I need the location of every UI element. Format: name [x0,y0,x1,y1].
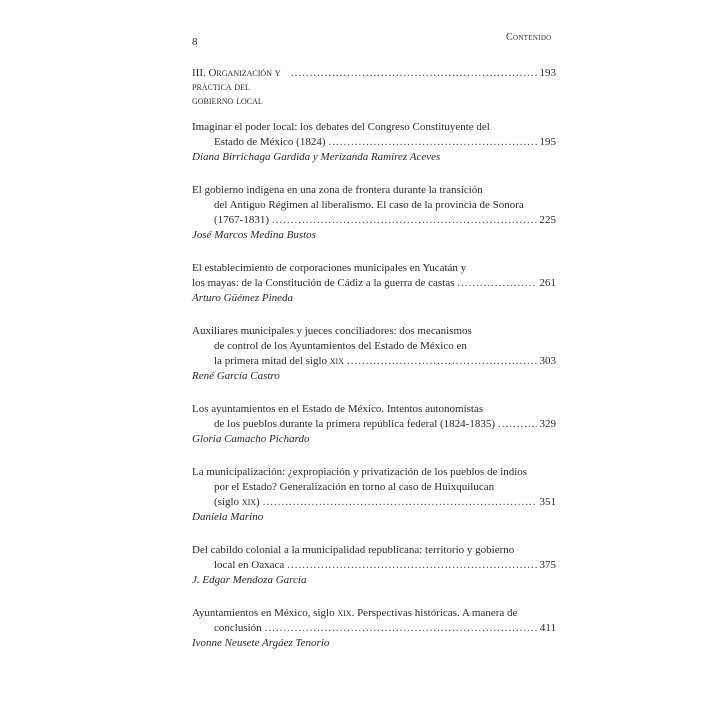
entry-title-line: por el Estado? Generalización en torno al caso de Huixquilucan [214,481,495,493]
entry-author: Gloria Camacho Pichardo [192,433,310,445]
table-of-contents [192,66,556,651]
leader-dots [498,417,536,432]
entry-title-line: El establecimiento de corporaciones municipales en Yucatán y [192,262,467,274]
entry-page: 303 [539,355,556,367]
leader-dots [263,495,537,510]
toc-entry [192,120,556,165]
entry-title-last-line: conclusión ..... 411 [192,621,556,636]
part-title: III. Organización y práctica del gobierno local [192,67,281,107]
entry-title-last-line: (siglo xix) ..... 351 [192,495,556,510]
entry-title-last-line: de los pueblos durante la primera república federal (1824-1835) ..... 329 [192,417,556,432]
entry-title-last-line: Estado de México (1824) ..... 195 [192,135,556,150]
toc-entry [192,261,556,306]
entry-title-line: El gobierno indígena en una zona de frontera durante la transición [192,184,483,196]
toc-entry [192,183,556,243]
entry-title-line: de control de los Ayuntamientos del Estado de México en [214,340,467,352]
entry-author: J. Edgar Mendoza García [192,574,307,586]
page-number: 8 [192,36,198,48]
entry-title-last-line: la primera mitad del siglo xix ..... 303 [192,354,556,369]
entry-title-last-line: local en Oaxaca ..... 375 [192,558,556,573]
running-head: Contenido [506,32,552,43]
leader-dots [265,621,537,636]
toc-entry [192,606,556,651]
leader-dots [457,276,536,291]
entry-page: 329 [539,418,556,430]
part-page: 193 [539,67,556,79]
entry-page: 411 [539,622,556,634]
entry-author: René García Castro [192,370,280,382]
entry-title-last-line: los mayas: de la Constitución de Cádiz a la guerra de castas ..... 261 [192,276,556,291]
leader-dots [291,66,537,80]
entry-page: 195 [539,136,556,148]
entry-page: 375 [539,559,556,571]
entry-title-line: Auxiliares municipales y jueces conciliadores: dos mecanismos [192,325,472,337]
entry-title-last-line: (1767-1831) ..... 225 [192,213,556,228]
leader-dots [272,213,537,228]
entry-author: Diana Birrichaga Gardida y Merizanda Ramírez Aceves [192,151,441,163]
entry-title-line: Los ayuntamientos en el Estado de México. Intentos autonomistas [192,403,484,415]
toc-entry [192,543,556,588]
entry-author: Ivonne Neusete Argáez Tenorio [192,637,330,649]
entry-title-line: Ayuntamientos en México, siglo xix. Perspectivas históricas. A manera de [192,607,518,619]
toc-entry [192,465,556,525]
entry-title-line: Imaginar el poder local: los debates del Congreso Constituyente del [192,121,490,133]
entry-title-line: La municipalización: ¿expropiación y privatización de los pueblos de indios [192,466,528,478]
entry-author: Daniela Marino [192,511,264,523]
toc-entry [192,324,556,384]
leader-dots [347,354,537,369]
part-heading [192,66,556,108]
entry-page: 261 [539,277,556,289]
leader-dots [287,558,536,573]
entry-author: Arturo Güémez Pineda [192,292,294,304]
entry-title-line: del Antiguo Régimen al liberalismo. El caso de la provincia de Sonora [214,199,524,211]
leader-dots [329,135,537,150]
entry-author: José Marcos Medina Bustos [192,229,316,241]
entry-page: 225 [539,214,556,226]
toc-entry [192,402,556,447]
entry-title-line: Del cabildo colonial a la municipalidad republicana: territorio y gobierno [192,544,515,556]
entry-page: 351 [539,496,556,508]
